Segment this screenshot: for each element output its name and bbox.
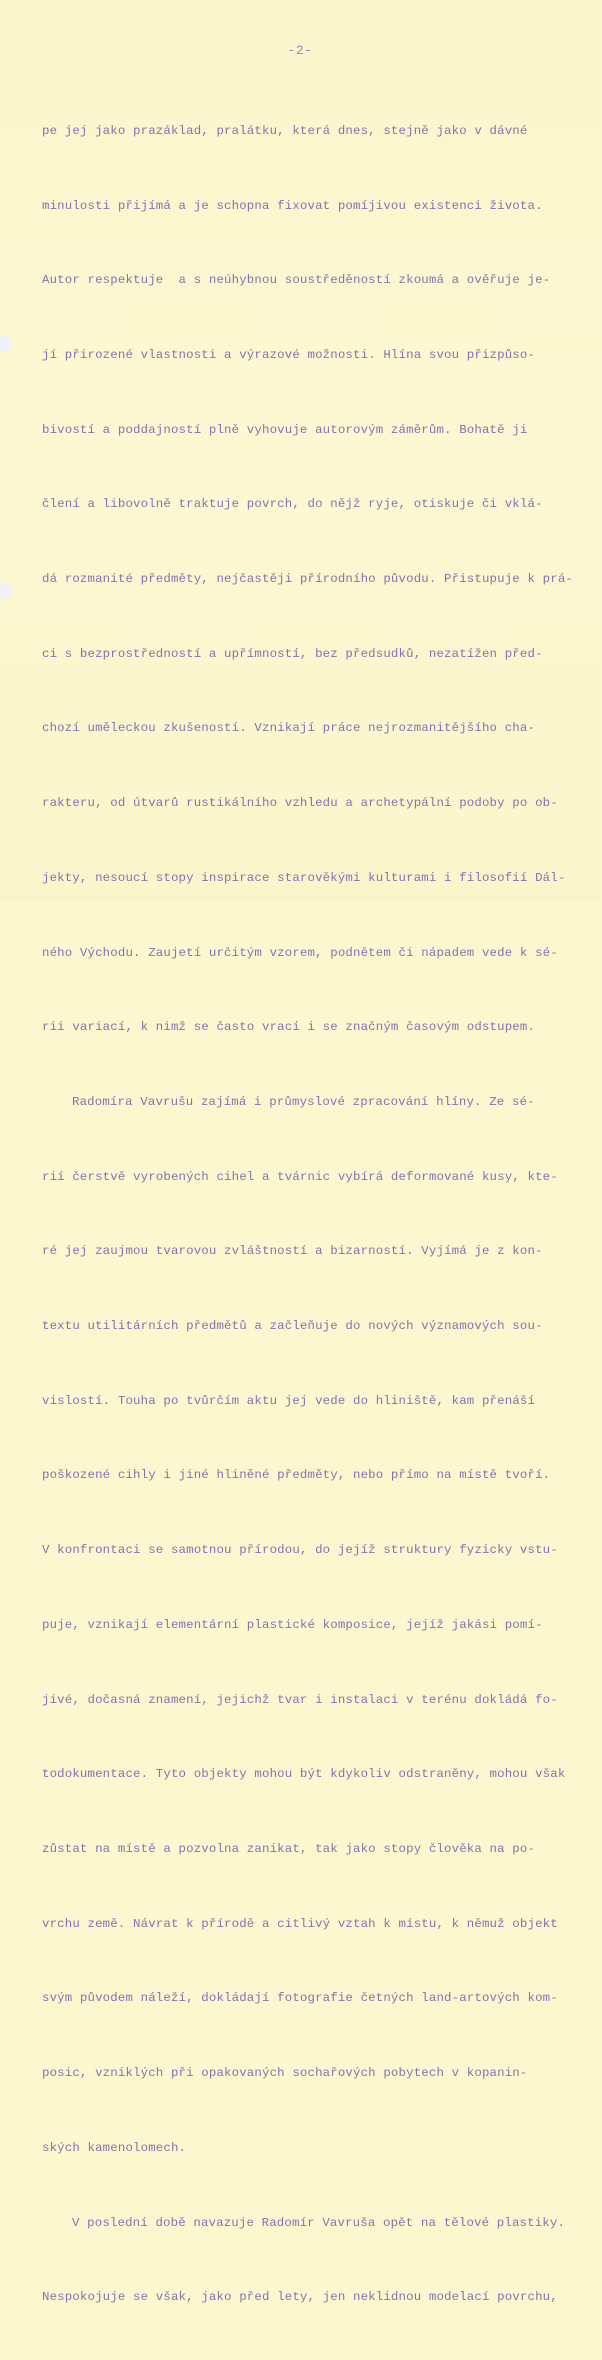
text-line: textu utilitárních předmětů a začleňuje do nových významových sou-: [42, 1319, 543, 1334]
text-line: vrchu země. Návrat k přírodě a citlivý vztah k místu, k němuž objekt: [42, 1916, 558, 1931]
text-line: jekty, nesoucí stopy inspirace starověkými kulturami i filosofií Dál-: [42, 870, 566, 885]
text-line: Nespokojuje se však, jako před lety, jen neklidnou modelací povrchu,: [42, 2290, 558, 2305]
paragraph-start-line: V poslední době navazuje Radomír Vavruša opět na tělové plastiky.: [72, 2215, 566, 2230]
text-line: posic, vzniklých při opakovaných sochařových pobytech v kopanin-: [42, 2066, 528, 2081]
text-line: vislostí. Touha po tvůrčím aktu jej vede do hliniště, kam přenáší: [42, 1393, 536, 1408]
text-line: ré jej zaujmou tvarovou zvláštností a bizarností. Vyjímá je z kon-: [42, 1244, 543, 1259]
punch-hole: [0, 583, 12, 599]
text-line: puje, vznikají elementární plastické komposice, jejíž jakási pomí-: [42, 1617, 543, 1632]
text-line: Autor respektuje a s neúhybnou soustředěností zkoumá a ověřuje je-: [42, 273, 551, 288]
text-line: svým původem náleží, dokládají fotografie četných land-artových kom-: [42, 1991, 558, 2006]
text-line: todokumentace. Tyto objekty mohou být kdykoliv odstraněny, mohou však: [42, 1767, 566, 1782]
text-line: rií čerstvě vyrobených cihel a tvárnic vybírá deformované kusy, kte-: [42, 1169, 558, 1184]
text-line: zůstat na místě a pozvolna zanikat, tak jako stopy člověka na po-: [42, 1841, 536, 1856]
text-line: pe jej jako prazáklad, pralátku, která dnes, stejně jako v dávné: [42, 123, 528, 138]
text-line: bivostí a poddajností plně vyhovuje autorovým záměrům. Bohatě ji: [42, 422, 528, 437]
text-line: poškozené cihly i jiné hliněné předměty, nebo přímo na místě tvoří.: [42, 1468, 551, 1483]
text-line: chozí uměleckou zkušeností. Vznikají práce nejrozmanitějšího cha-: [42, 721, 536, 736]
text-line: ného Východu. Zaujetí určitým vzorem, podnětem či nápadem vede k sé-: [42, 945, 558, 960]
text-line: minulosti přijímá a je schopna fixovat pomíjivou existenci života.: [42, 198, 543, 213]
typewritten-body: [42, 69, 602, 2360]
paragraph-start-line: Radomíra Vavrušu zajímá i průmyslové zpracování hlíny. Ze sé-: [72, 1094, 535, 1109]
punch-hole: [0, 336, 12, 352]
text-line: V konfrontaci se samotnou přírodou, do jejíž struktury fyzicky vstu-: [42, 1543, 558, 1558]
text-line: člení a libovolně traktuje povrch, do nějž ryje, otiskuje či vklá-: [42, 497, 543, 512]
text-line: rii variací, k nimž se často vrací i se značným časovým odstupem.: [42, 1020, 536, 1035]
page-number: -2-: [287, 43, 313, 58]
text-line: dá rozmanité předměty, nejčastěji přírodního původu. Přistupuje k prá-: [42, 572, 573, 587]
text-line: ci s bezprostředností a upřímností, bez předsudků, nezatížen před-: [42, 646, 543, 661]
text-line: ských kamenolomech.: [42, 2140, 187, 2155]
text-line: jivé, dočasná znamení, jejichž tvar i instalaci v terénu dokládá fo-: [42, 1692, 558, 1707]
text-line: jí přirozené vlastnosti a výrazové možnosti. Hlína svou přizpůso-: [42, 347, 536, 362]
text-line: rakteru, od útvarů rustikálního vzhledu a archetypální podoby po ob-: [42, 796, 558, 811]
